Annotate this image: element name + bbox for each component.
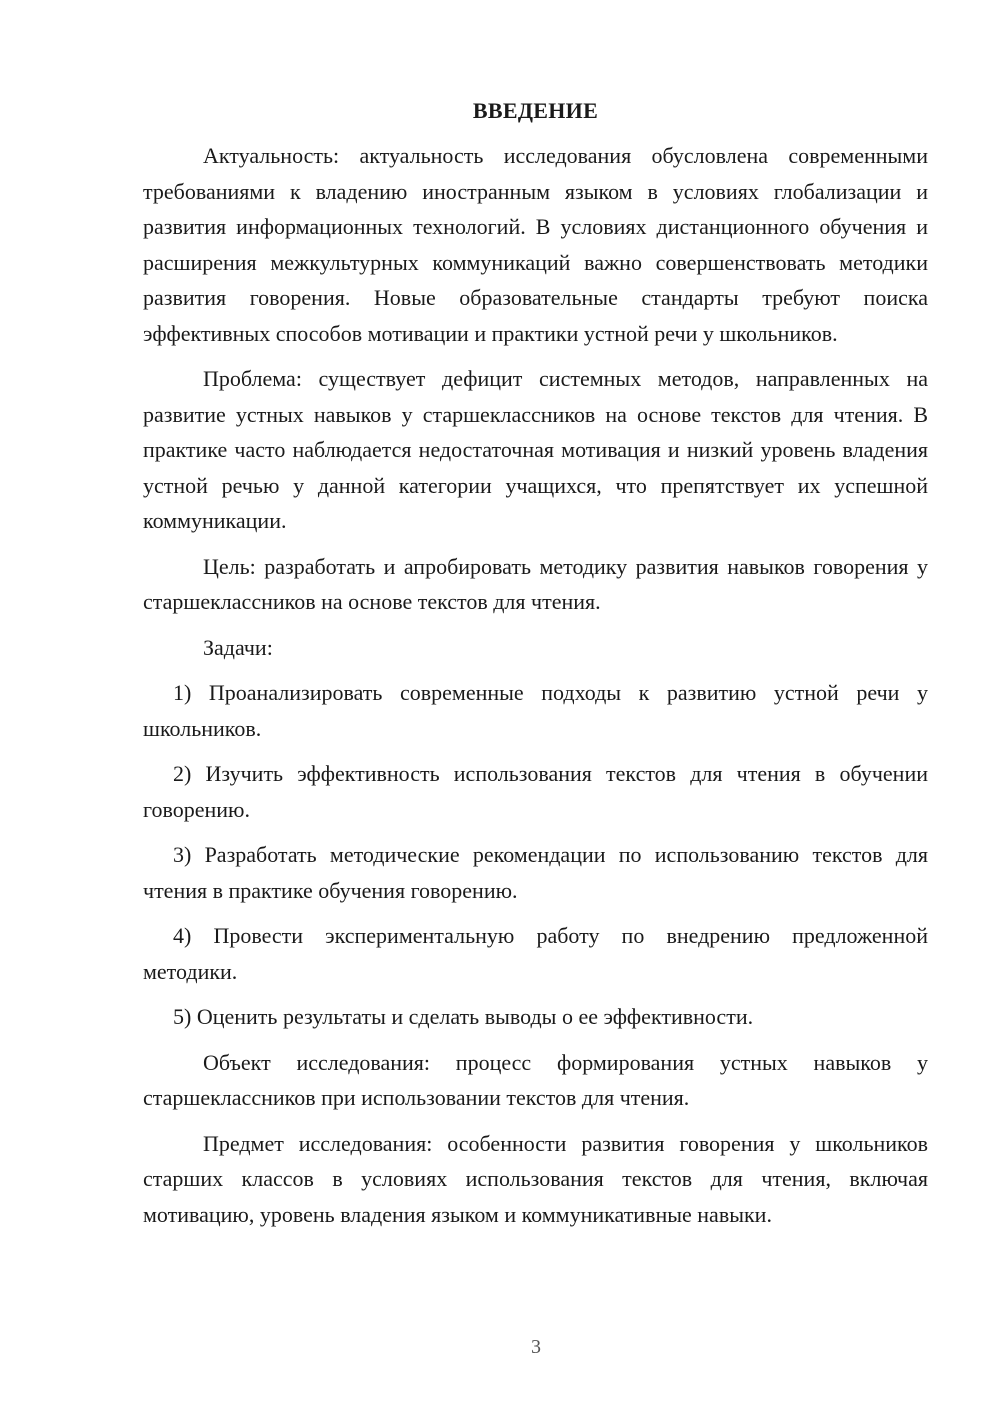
- document-page: [143, 96, 928, 1242]
- paragraph-tasks-heading: Задачи:: [203, 634, 273, 660]
- section-title: ВВЕДЕНИЕ: [472, 98, 599, 123]
- page-number: 3: [531, 1336, 541, 1358]
- task-item: 2) Изучить эффективность использования текстов для чтения в обучении говорению.: [143, 761, 928, 822]
- paragraph-problem: Проблема: существует дефицит системных методов, направленных на развитие устных навыков у старшеклассников на основе текстов для чтения. В практике часто наблюдается недостаточная мотивация и низкий уровень владения устной речью у данной категории учащихся, что препятствует их успешной коммуникации.: [143, 366, 928, 533]
- task-item: 4) Провести экспериментальную работу по внедрению предложенной методики.: [143, 923, 928, 984]
- task-item: 3) Разработать методические рекомендации по использованию текстов для чтения в практике обучения говорению.: [143, 842, 928, 903]
- paragraph-relevance: Актуальность: актуальность исследования обусловлена современными требованиями к владению иностранным языком в условиях глобализации и развития информационных технологий. В условиях дистанционного обучения и расширения межкультурных коммуникаций важно совершенствовать методики развития говорения. Новые образовательные стандарты требуют поиска эффективных способов мотивации и практики устной речи у школьников.: [143, 143, 928, 346]
- paragraph-goal: Цель: разработать и апробировать методику развития навыков говорения у старшеклассников на основе текстов для чтения.: [143, 553, 928, 614]
- task-item: 1) Проанализировать современные подходы к развитию устной речи у школьников.: [143, 680, 928, 741]
- paragraph-object: Объект исследования: процесс формирования устных навыков у старшеклассников при использовании текстов для чтения.: [143, 1049, 928, 1110]
- paragraph-subject: Предмет исследования: особенности развития говорения у школьников старших классов в условиях использования текстов для чтения, включая мотивацию, уровень владения языком и коммуникативные навыки.: [143, 1130, 928, 1227]
- task-item: 5) Оценить результаты и сделать выводы о ее эффективности.: [173, 1004, 754, 1029]
